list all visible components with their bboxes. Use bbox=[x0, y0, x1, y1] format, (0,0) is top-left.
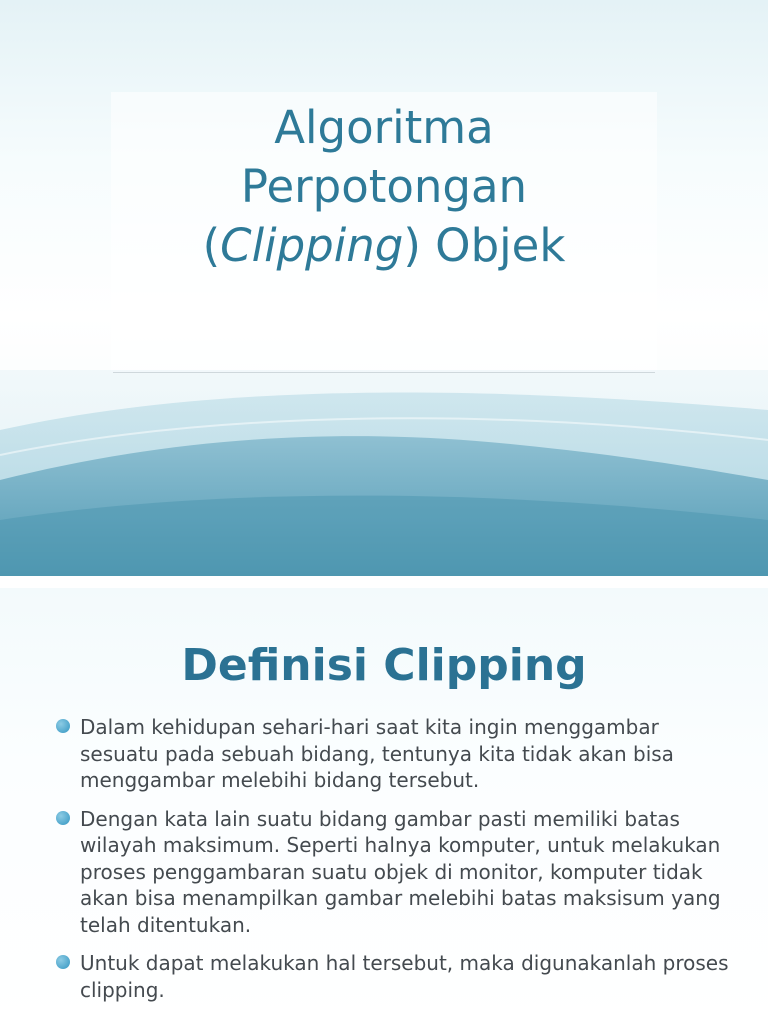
bullet-dot-icon bbox=[56, 955, 70, 969]
title-line-1: Algoritma bbox=[274, 101, 494, 154]
title-paren-close: ) Objek bbox=[403, 219, 566, 272]
bullet-text: Untuk dapat melakukan hal tersebut, maka digunakanlah proses clipping. bbox=[80, 951, 729, 1002]
title-line-2: Perpotongan bbox=[240, 160, 528, 213]
bullet-item bbox=[56, 806, 736, 939]
bullet-dot-icon bbox=[56, 719, 70, 733]
wave-background bbox=[0, 370, 768, 576]
title-line-3 bbox=[111, 216, 657, 275]
bullet-item bbox=[56, 950, 736, 1003]
slide-title bbox=[111, 98, 657, 275]
bullet-text: Dalam kehidupan sehari-hari saat kita ingin menggambar sesuatu pada sebuah bidang, tentunya kita tidak akan bisa menggambar melebihi bidang tersebut. bbox=[80, 715, 674, 792]
title-italic-word: Clipping bbox=[220, 219, 404, 272]
slide-heading: Definisi Clipping bbox=[181, 640, 587, 691]
bullet-list bbox=[56, 714, 736, 1015]
bullet-dot-icon bbox=[56, 811, 70, 825]
title-paren-open: ( bbox=[202, 219, 221, 272]
slide-separator bbox=[0, 576, 768, 588]
bullet-item bbox=[56, 714, 736, 794]
definition-slide bbox=[0, 588, 768, 1024]
title-divider bbox=[113, 372, 655, 373]
bullet-text: Dengan kata lain suatu bidang gambar pasti memiliki batas wilayah maksimum. Seperti halnya komputer, untuk melakukan proses penggambaran suatu objek di monitor, komputer tidak akan bisa menampilkan gambar melebihi batas maksisum yang telah ditentukan. bbox=[80, 806, 721, 937]
